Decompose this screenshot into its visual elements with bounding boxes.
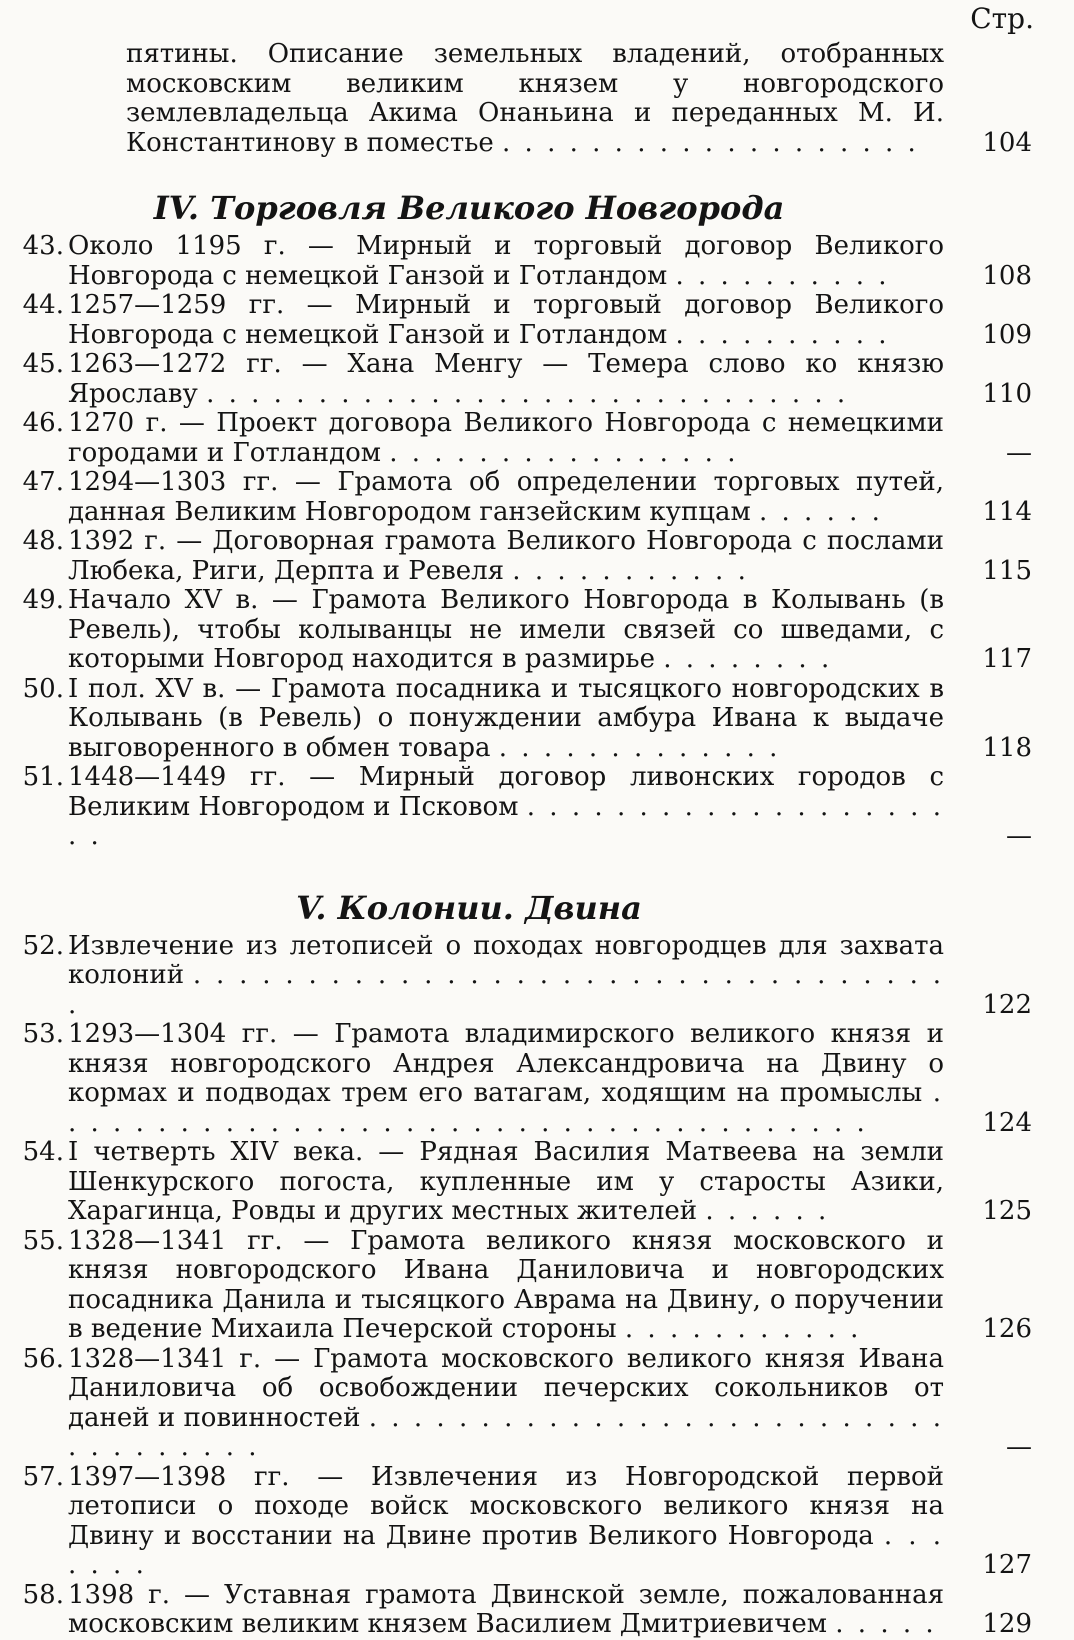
entry-number: 53.	[22, 1019, 64, 1049]
entry-page: 122	[982, 989, 1032, 1020]
entry-page: 117	[982, 644, 1032, 674]
entry-number: 49.	[22, 585, 64, 615]
toc-entry	[14, 1138, 1044, 1227]
entry-text	[68, 350, 944, 409]
entry-page: 125	[982, 1196, 1032, 1226]
dot-leader: . . . . . . . . . . . . . . . . . . . . . . . . . . . . . . . . . . .	[68, 1402, 944, 1462]
toc-list	[14, 40, 1044, 1640]
entry-page: 124	[982, 1107, 1032, 1138]
entry-text	[68, 675, 944, 764]
entry-number: 45.	[22, 349, 64, 379]
section-colonies-entries	[14, 932, 1044, 1640]
entry-number: 57.	[22, 1461, 64, 1492]
toc-entry	[14, 1227, 1044, 1345]
toc-entry	[14, 675, 1044, 764]
entry-title: 1328—1341 г. — Грамота московского великого князя Ивана Даниловича об освобождении печерских сокольников от даней и повинностей	[68, 1343, 944, 1433]
entry-title: 1293—1304 гг. — Грамота владимирского великого князя и князя новгородского Андрея Александровича на Двину о кормах и подводах трем его ватагам, ходящим на промыслы	[68, 1019, 944, 1108]
section-spacer	[14, 852, 1044, 880]
dot-leader: . . . . . . . . . . . . .	[498, 732, 781, 763]
entry-text	[68, 40, 944, 158]
toc-entry	[14, 527, 1044, 586]
entry-number: 51.	[22, 762, 64, 792]
entry-title: 1448—1449 гг. — Мирный договор ливонских городов с Великим Новгородом и Псковом	[68, 762, 944, 822]
toc-entry-continuation	[14, 40, 1044, 180]
entry-page: 104	[982, 127, 1032, 158]
entry-title: Извлечение из летописей о походах новгородцев для захвата колоний	[68, 930, 944, 990]
dot-leader: . . . . . . . . . .	[675, 260, 890, 291]
entry-title: 1398 г. — Уставная грамота Двинской земле, пожалованная московским великим князем Василием Дмитриевичем	[68, 1579, 944, 1639]
toc-entry	[14, 350, 1044, 409]
entry-text	[68, 468, 944, 527]
entry-page: 129	[982, 1609, 1032, 1639]
entry-page: 127	[982, 1550, 1032, 1580]
entry-text	[68, 1020, 944, 1138]
entry-title: 1294—1303 гг. — Грамота об определении торговых путей, данная Великим Новгородом ганзейским купцам	[68, 467, 944, 527]
entry-page: 108	[982, 260, 1032, 291]
toc-entry	[14, 932, 1044, 1021]
dot-leader: . . . . . . . . . . . . . . . . . . . . . . . . . . . . . . . . . . . . .	[68, 1078, 944, 1138]
dot-leader: . . . . . . . . . . . . . . . .	[389, 437, 739, 468]
entry-number: 58.	[22, 1579, 64, 1610]
entry-page: 126	[982, 1314, 1032, 1344]
entry-title: 1257—1259 гг. — Мирный и торговый договор Великого Новгорода с немецкой Ганзой и Готландом	[68, 290, 944, 350]
dot-leader: . . . . . .	[705, 1196, 830, 1226]
entry-title: пятины. Описание земельных владений, отобранных московским великим князем у новгородского землевладельца Акима Онаньина и переданных М. И. Константинову в поместье	[126, 39, 944, 158]
entry-number: 46.	[22, 408, 64, 438]
dot-leader: . . . . . . . . . . . . . . . . . . . . . . . . . . . . . . . . . .	[68, 960, 945, 1020]
entry-number: 47.	[22, 467, 64, 497]
entry-title: Начало XV в. — Грамота Великого Новгорода в Колывань (в Ревель), чтобы колыванцы не имели связей со шведами, с которыми Новгород находится в размирье	[68, 585, 944, 674]
dot-leader: . . . . . . .	[68, 1520, 945, 1580]
entry-text	[68, 232, 944, 291]
entry-text	[68, 1463, 944, 1581]
toc-entry	[14, 1345, 1044, 1463]
entry-text	[68, 1138, 944, 1227]
entry-text	[68, 1227, 944, 1345]
entry-title: Около 1195 г. — Мирный и торговый договор Великого Новгорода с немецкой Ганзой и Готландом	[68, 231, 944, 291]
section-trade-entries	[14, 232, 1044, 852]
entry-page: 114	[982, 496, 1032, 527]
toc-entry	[14, 1020, 1044, 1138]
section-title-trade: IV. Торговля Великого Новгорода	[153, 189, 785, 227]
dot-leader: . . . . . . . . . . .	[512, 555, 749, 586]
entry-text	[68, 763, 944, 852]
dot-leader: . . . . . . . . . . . . . . . . . . . . .	[68, 791, 944, 851]
dot-leader: . . . . . . . . . .	[675, 319, 890, 350]
toc-entry	[14, 468, 1044, 527]
entry-text	[68, 527, 944, 586]
toc-entry	[14, 763, 1044, 852]
entry-text	[68, 1581, 944, 1640]
entry-page: —	[1006, 437, 1032, 468]
entry-text	[68, 932, 944, 1021]
dot-leader: . . . . . . . . . . . . . . . . . . .	[502, 127, 919, 158]
toc-entry	[14, 232, 1044, 291]
entry-title: 1392 г. — Договорная грамота Великого Новгорода с послами Любека, Риги, Дерпта и Ревеля	[68, 526, 944, 586]
entry-number: 43.	[22, 231, 64, 261]
page-column-header: Стр.	[970, 2, 1034, 35]
entry-page: 110	[982, 378, 1032, 409]
toc-entry	[14, 586, 1044, 675]
toc-entry	[14, 409, 1044, 468]
toc-entry	[14, 1463, 1044, 1581]
entry-title: 1328—1341 гг. — Грамота великого князя московского и князя новгородского Ивана Даниловича и новгородских посадника Данила и тысяцкого Аврама на Двину, о поручении в ведение Михаила Печерской стороны	[68, 1225, 944, 1344]
dot-leader: . . . . . . . . . . .	[624, 1314, 862, 1344]
entry-page: —	[1006, 821, 1032, 851]
entry-number	[14, 40, 68, 158]
entry-title: 1397—1398 гг. — Извлечения из Новгородской первой летописи о походе войск московского великого князя на Двину и восстании на Двине против Великого Новгорода	[68, 1461, 944, 1551]
dot-leader: . . . . . .	[759, 496, 883, 527]
entry-number: 44.	[22, 290, 64, 320]
section-title-colonies: V. Колонии. Двина	[296, 888, 642, 927]
entry-page: —	[1006, 1432, 1032, 1462]
entry-number: 50.	[22, 673, 64, 704]
entry-number: 52.	[22, 930, 64, 961]
toc-entry	[14, 1581, 1044, 1640]
entry-text	[68, 291, 944, 350]
entry-page: 115	[982, 555, 1032, 586]
dot-leader: . . . . . . . .	[663, 644, 833, 674]
entry-number: 55.	[22, 1225, 64, 1256]
entry-number: 56.	[22, 1343, 64, 1374]
entry-number: 48.	[22, 526, 64, 556]
dot-leader: . . . . .	[835, 1609, 937, 1639]
entry-title: I четверть XIV века. — Рядная Василия Матвеева на земли Шенкурского погоста, купленные им у старосты Азики, Харагинца, Ровды и других местных жителей	[68, 1137, 944, 1226]
entry-page: 118	[982, 732, 1032, 763]
entry-text	[68, 409, 944, 468]
entry-title: 1263—1272 гг. — Хана Менгу — Темера слово ко князю Ярославу	[68, 349, 944, 409]
entry-title: I пол. XV в. — Грамота посадника и тысяцкого новгородских в Колывань (в Ревель) о понуждении амбура Ивана к выдаче выговоренного в обмен товара	[68, 673, 944, 763]
entry-page: 109	[982, 319, 1032, 350]
entry-number: 54.	[22, 1137, 64, 1167]
entry-text	[68, 1345, 944, 1463]
toc-entry	[14, 291, 1044, 350]
entry-text	[68, 586, 944, 675]
entry-title: 1270 г. — Проект договора Великого Новгорода с немецкими городами и Готландом	[68, 408, 944, 468]
dot-leader: . . . . . . . . . . . . . . . . . . . . . . . . . . . . .	[206, 378, 849, 409]
